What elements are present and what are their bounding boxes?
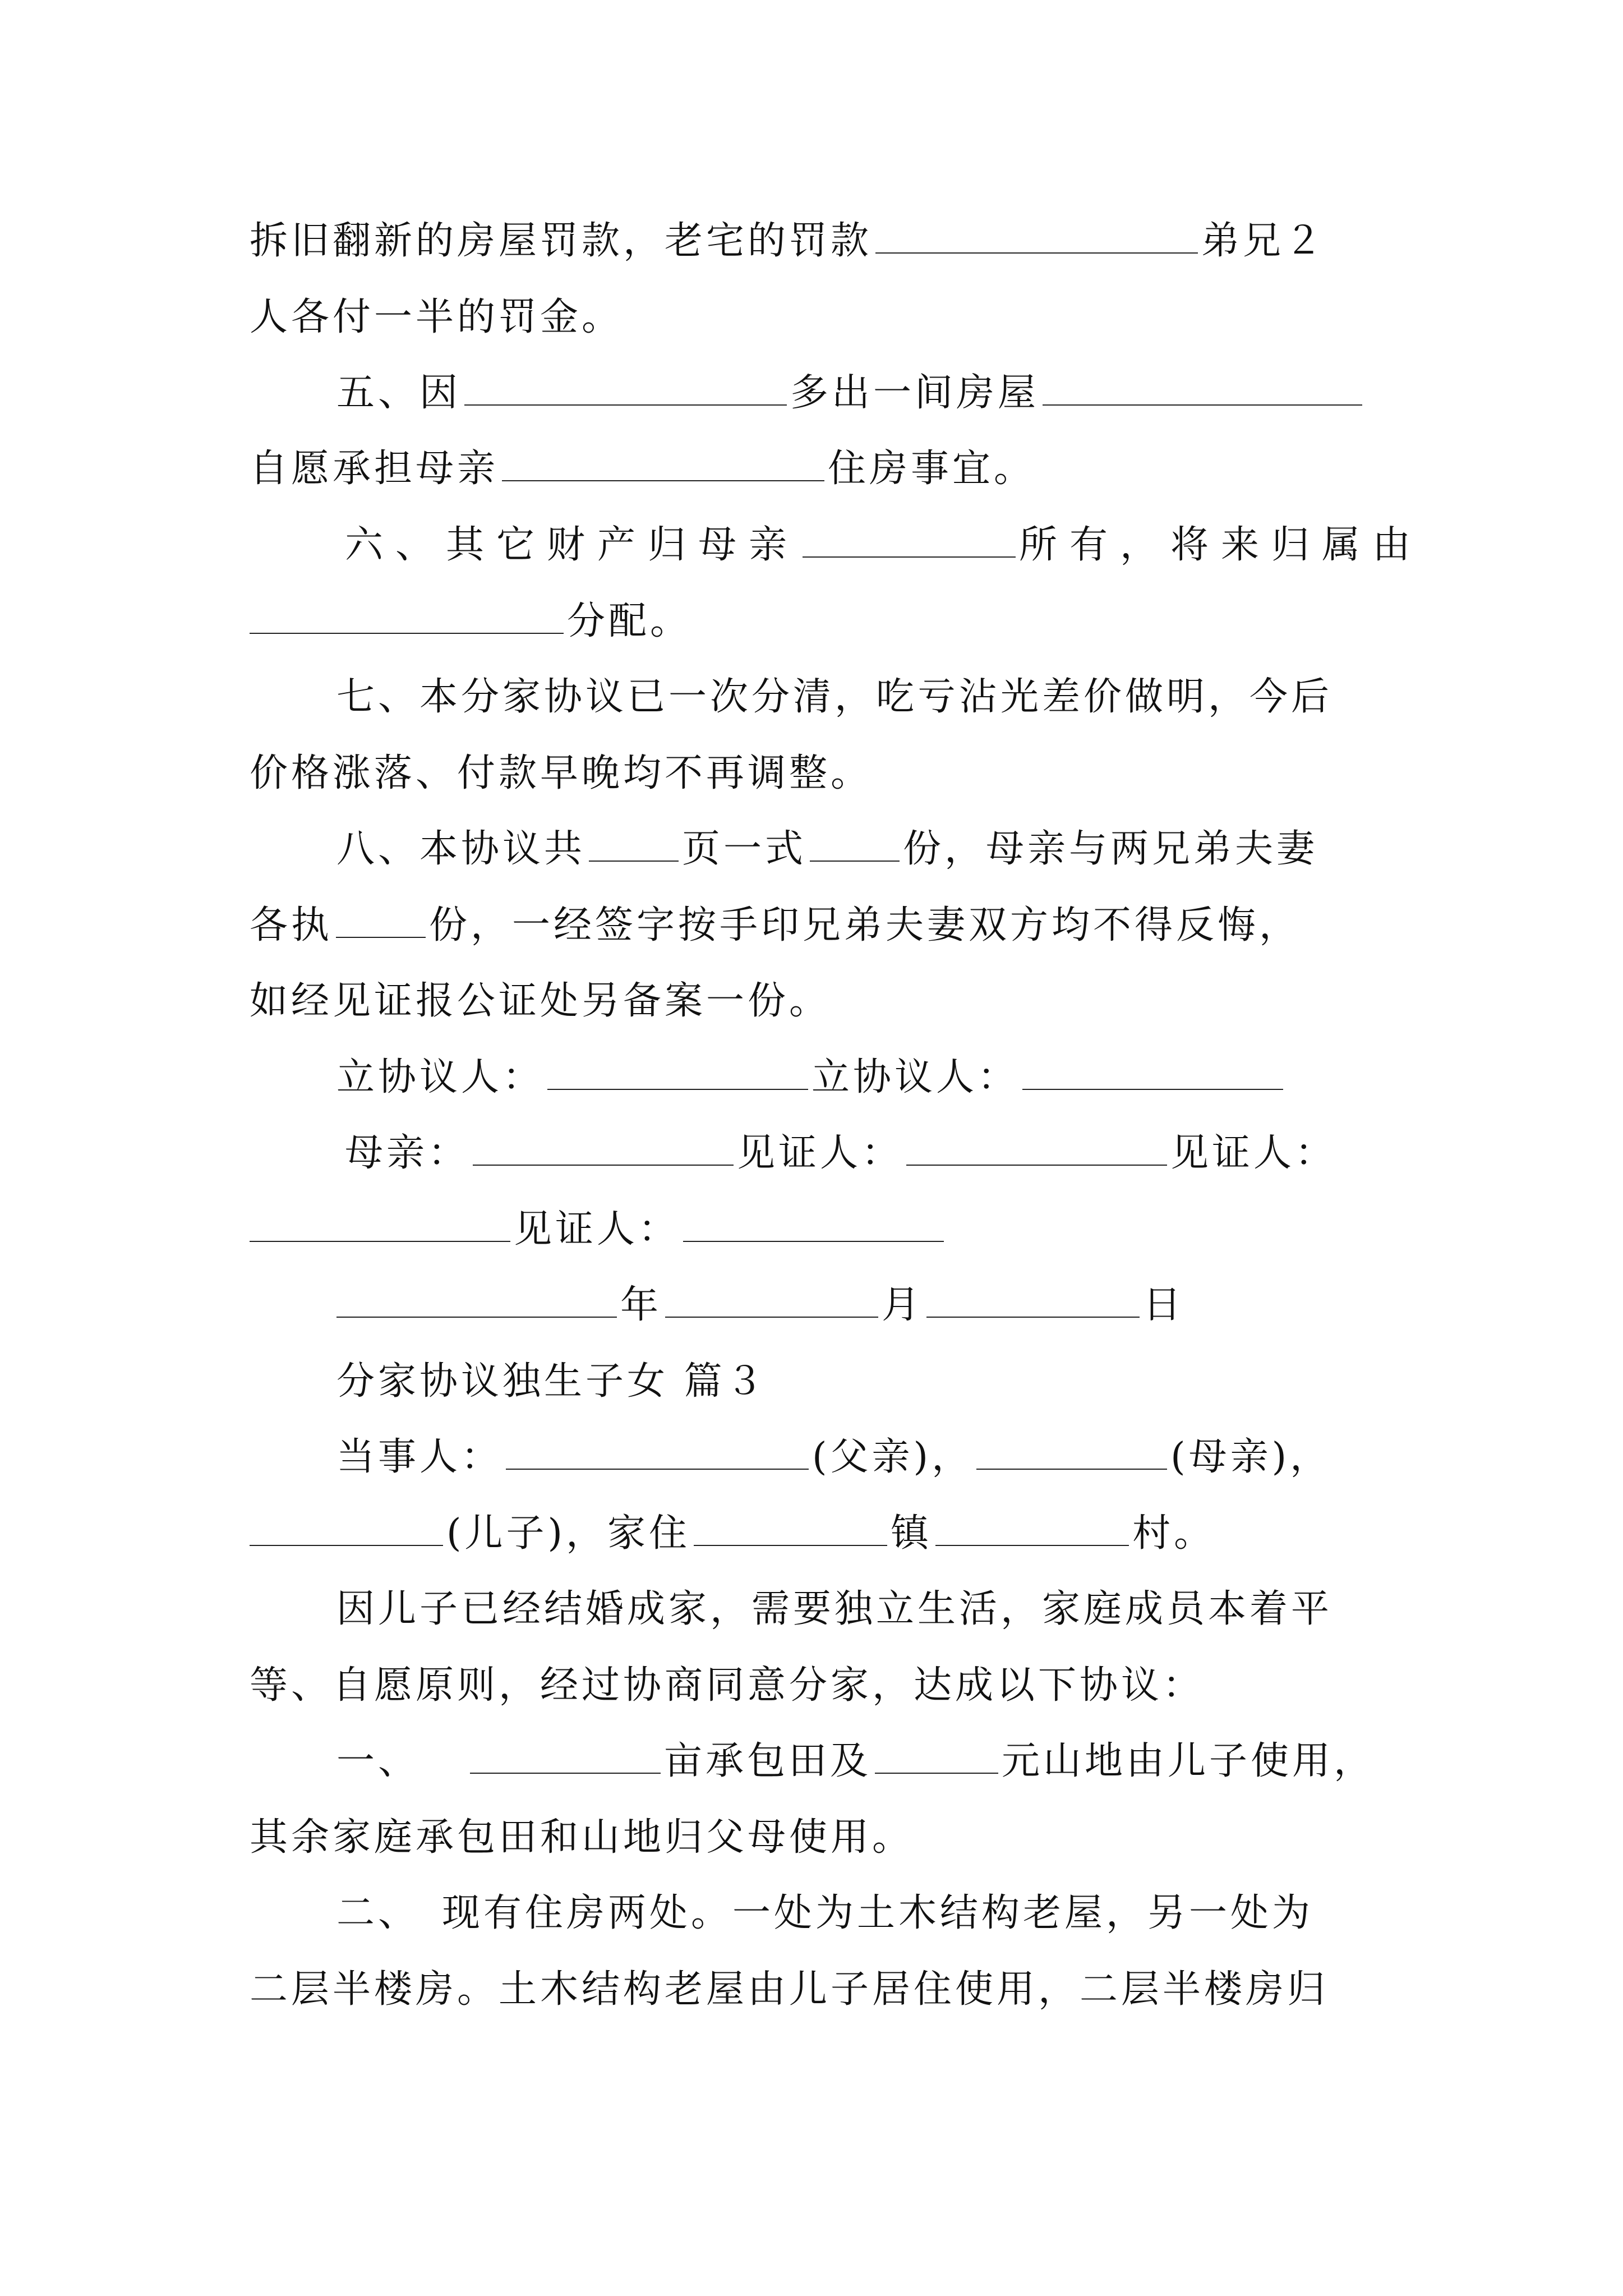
doc-text: 因儿子已经结婚成家，需要独立生活，家庭成员本着平 xyxy=(336,1587,1333,1631)
fill-blank xyxy=(336,899,426,938)
doc-text: 二层半楼房。土木结构老屋由儿子居住使用，二层半楼房归 xyxy=(250,1967,1329,2012)
fill-blank xyxy=(683,1203,944,1242)
doc-text: 日 xyxy=(1143,1283,1185,1327)
doc-text: 六、其它财产归母亲 xyxy=(345,523,800,567)
doc-text: 拆旧翻新的房屋罚款，老宅的罚款 xyxy=(250,219,873,263)
fill-blank xyxy=(1043,366,1362,406)
doc-text: 亩承包田及 xyxy=(664,1739,872,1783)
fill-blank xyxy=(470,1734,661,1774)
fill-blank xyxy=(250,1507,443,1546)
doc-text: (儿子)，家住 xyxy=(446,1511,691,1556)
fill-blank xyxy=(502,442,824,481)
doc-text: 五、因 xyxy=(336,371,462,415)
doc-text: 分配。 xyxy=(567,599,692,643)
fill-blank xyxy=(547,1051,808,1090)
doc-line-21 xyxy=(336,1733,1375,1789)
fill-blank xyxy=(336,1278,617,1318)
doc-text: 多出一间房屋 xyxy=(790,371,1040,415)
fill-blank xyxy=(473,1126,734,1166)
doc-text: 价格涨落、付款早晚均不再调整。 xyxy=(250,751,873,795)
doc-line-24 xyxy=(250,1962,1329,2018)
doc-line-17 xyxy=(336,1429,1331,1485)
doc-text: 立协议人： xyxy=(811,1055,1020,1099)
fill-blank xyxy=(694,1507,887,1546)
doc-line-23 xyxy=(336,1885,1313,1941)
signature-line-3 xyxy=(250,1202,947,1258)
doc-text: (父亲)， xyxy=(812,1435,974,1479)
doc-text: 八、本协议共 xyxy=(336,827,586,871)
doc-line-22 xyxy=(250,1810,914,1866)
doc-text: 一、 xyxy=(336,1739,420,1783)
doc-line-6 xyxy=(250,593,691,650)
signature-line-2 xyxy=(345,1125,1336,1181)
doc-text: 见证人： xyxy=(737,1131,903,1175)
section-heading xyxy=(336,1354,767,1410)
doc-line-20 xyxy=(250,1658,1204,1714)
fill-blank xyxy=(976,1430,1167,1470)
doc-text: 自愿承担母亲 xyxy=(250,447,499,491)
doc-text: 母亲： xyxy=(345,1131,470,1175)
fill-blank xyxy=(665,1278,878,1318)
fill-blank xyxy=(506,1430,809,1470)
doc-line-3 xyxy=(336,365,1366,421)
doc-line-11 xyxy=(250,973,831,1029)
doc-text: 份，一经签字按手印兄弟夫妻双方均不得反悔， xyxy=(429,903,1301,947)
doc-text: 七、本分家协议已一次分清，吃亏沾光差价做明，今后 xyxy=(336,675,1333,719)
fill-blank xyxy=(464,366,787,406)
doc-text: 弟兄２ xyxy=(1201,219,1326,263)
doc-text: 二、 现有住房两处。一处为土木结构老屋，另一处为 xyxy=(336,1891,1314,1935)
doc-text: 住房事宜。 xyxy=(828,447,1036,491)
doc-line-18 xyxy=(250,1506,1215,1562)
date-line xyxy=(336,1277,1184,1333)
fill-blank xyxy=(926,1278,1140,1318)
doc-line-5 xyxy=(345,517,1423,573)
fill-blank xyxy=(250,1203,510,1242)
doc-text: 见证人： xyxy=(514,1207,680,1251)
doc-text: 镇 xyxy=(891,1511,933,1556)
doc-text: 当事人： xyxy=(336,1435,503,1479)
doc-line-2 xyxy=(250,289,623,346)
doc-text: 页一式 xyxy=(682,827,807,871)
doc-text: 立协议人： xyxy=(336,1055,545,1099)
doc-text: (母亲)， xyxy=(1170,1435,1332,1479)
fill-blank xyxy=(906,1126,1167,1166)
fill-blank xyxy=(803,518,1016,558)
doc-text: 村。 xyxy=(1132,1511,1216,1556)
doc-text: 人各付一半的罚金。 xyxy=(250,295,624,339)
doc-text: 份，母亲与两兄弟夫妻 xyxy=(903,827,1318,871)
doc-text: 各执 xyxy=(250,903,333,947)
doc-line-7 xyxy=(336,669,1332,725)
fill-blank xyxy=(810,822,900,862)
doc-text: 如经见证报公证处另备案一份。 xyxy=(250,979,831,1023)
doc-text: 等、自愿原则，经过协商同意分家，达成以下协议： xyxy=(250,1663,1205,1708)
fill-blank xyxy=(1022,1051,1283,1090)
doc-line-10 xyxy=(250,898,1301,954)
doc-line-8 xyxy=(250,746,872,802)
doc-text: 年 xyxy=(620,1283,662,1327)
doc-line-9 xyxy=(336,821,1318,877)
doc-line-1 xyxy=(250,213,1326,269)
doc-text: 元山地由儿子使用， xyxy=(1002,1739,1376,1783)
doc-text: 见证人： xyxy=(1170,1131,1337,1175)
fill-blank xyxy=(935,1507,1129,1546)
doc-line-19 xyxy=(336,1581,1332,1637)
doc-text: 分家协议独生子女 篇３ xyxy=(336,1359,767,1404)
doc-text: 月 xyxy=(882,1283,924,1327)
fill-blank xyxy=(875,214,1198,254)
signature-line-1 xyxy=(336,1050,1287,1106)
doc-text: 其余家庭承包田和山地归父母使用。 xyxy=(250,1815,914,1860)
fill-blank xyxy=(589,822,679,862)
doc-line-4 xyxy=(250,441,1035,497)
fill-blank xyxy=(250,595,564,634)
fill-blank xyxy=(875,1734,998,1774)
doc-text: 所有，将来归属由 xyxy=(1019,523,1423,567)
